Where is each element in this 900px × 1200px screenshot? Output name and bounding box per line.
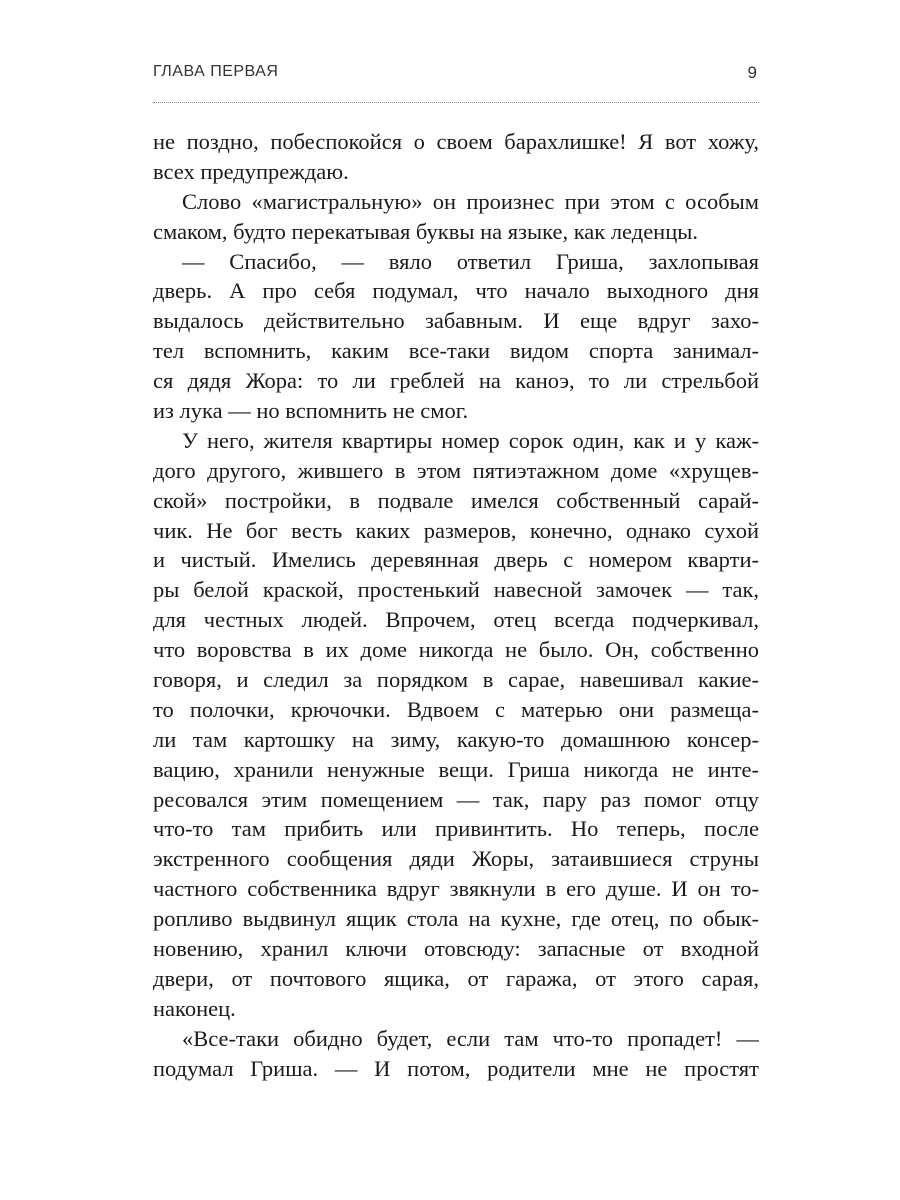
text-line: ся дядя Жора: то ли греблей на каноэ, то ли стрельбой (153, 368, 759, 394)
text-line: ли там картошку на зиму, какую-то домашнюю консер- (153, 726, 759, 752)
text-line: ры белой краской, простенький навесной замочек — так, (153, 577, 759, 603)
text-line: всех предупреждаю. (153, 158, 349, 184)
page-number: 9 (747, 63, 757, 82)
text-line: дого другого, жившего в этом пятиэтажном доме «хрущев- (153, 457, 759, 483)
text-line: смаком, будто перекатывая буквы на языке, как леденцы. (153, 218, 698, 244)
text-line: чик. Не бог весть каких размеров, конечно, однако сухой (153, 517, 759, 543)
text-line: дверь. А про себя подумал, что начало выходного дня (153, 278, 759, 304)
text-line: тел вспомнить, каким все-таки видом спорта занимал- (153, 338, 759, 364)
text-line: из лука — но вспомнить не смог. (153, 398, 469, 424)
text-line: подумал Гриша. — И потом, родители мне не простят (153, 1055, 759, 1081)
text-line: ропливо выдвинул ящик стола на кухне, где отец, по обык- (153, 906, 759, 932)
text-line: наконец. (153, 995, 236, 1021)
text-line: — Спасибо, — вяло ответил Гриша, захлопывая (182, 248, 759, 274)
text-line: ресовался этим помещением — так, пару раз помог отцу (153, 786, 759, 812)
text-line: экстренного сообщения дяди Жоры, затаившиеся струны (153, 846, 759, 872)
text-line: вацию, хранили ненужные вещи. Гриша никогда не инте- (153, 756, 759, 782)
text-line: двери, от почтового ящика, от гаража, от этого сарая, (153, 965, 759, 991)
text-line: что воровства в их доме никогда не было. Он, собственно (153, 637, 759, 663)
text-line: «Все-таки обидно будет, если там что-то пропадет! — (182, 1025, 759, 1051)
text-line: говоря, и следил за порядком в сарае, навешивал какие- (153, 667, 759, 693)
chapter-title: ГЛАВА ПЕРВАЯ (153, 63, 279, 80)
text-line: выдалось действительно забавным. И еще вдруг захо- (153, 308, 759, 334)
text-line: для честных людей. Впрочем, отец всегда подчеркивал, (153, 607, 759, 633)
text-line: Слово «магистральную» он произнес при этом с особым (182, 188, 759, 214)
header-divider (153, 102, 759, 103)
text-line: новению, хранил ключи отовсюду: запасные от входной (153, 936, 759, 962)
body-text (153, 127, 759, 1084)
running-header (153, 63, 759, 87)
text-line: ской» постройки, в подвале имелся собственный сарай- (153, 487, 759, 513)
text-line: частного собственника вдруг звякнули в его душе. И он то- (153, 876, 759, 902)
text-line: не поздно, побеспокойся о своем барахлишке! Я вот хожу, (153, 129, 759, 154)
text-line: то полочки, крючочки. Вдвоем с матерью они размеща- (153, 696, 759, 722)
text-line: и чистый. Имелись деревянная дверь с номером кварти- (153, 547, 759, 573)
text-line: У него, жителя квартиры номер сорок один, как и у каж- (182, 427, 759, 453)
text-line: что-то там прибить или привинтить. Но теперь, после (153, 816, 759, 842)
